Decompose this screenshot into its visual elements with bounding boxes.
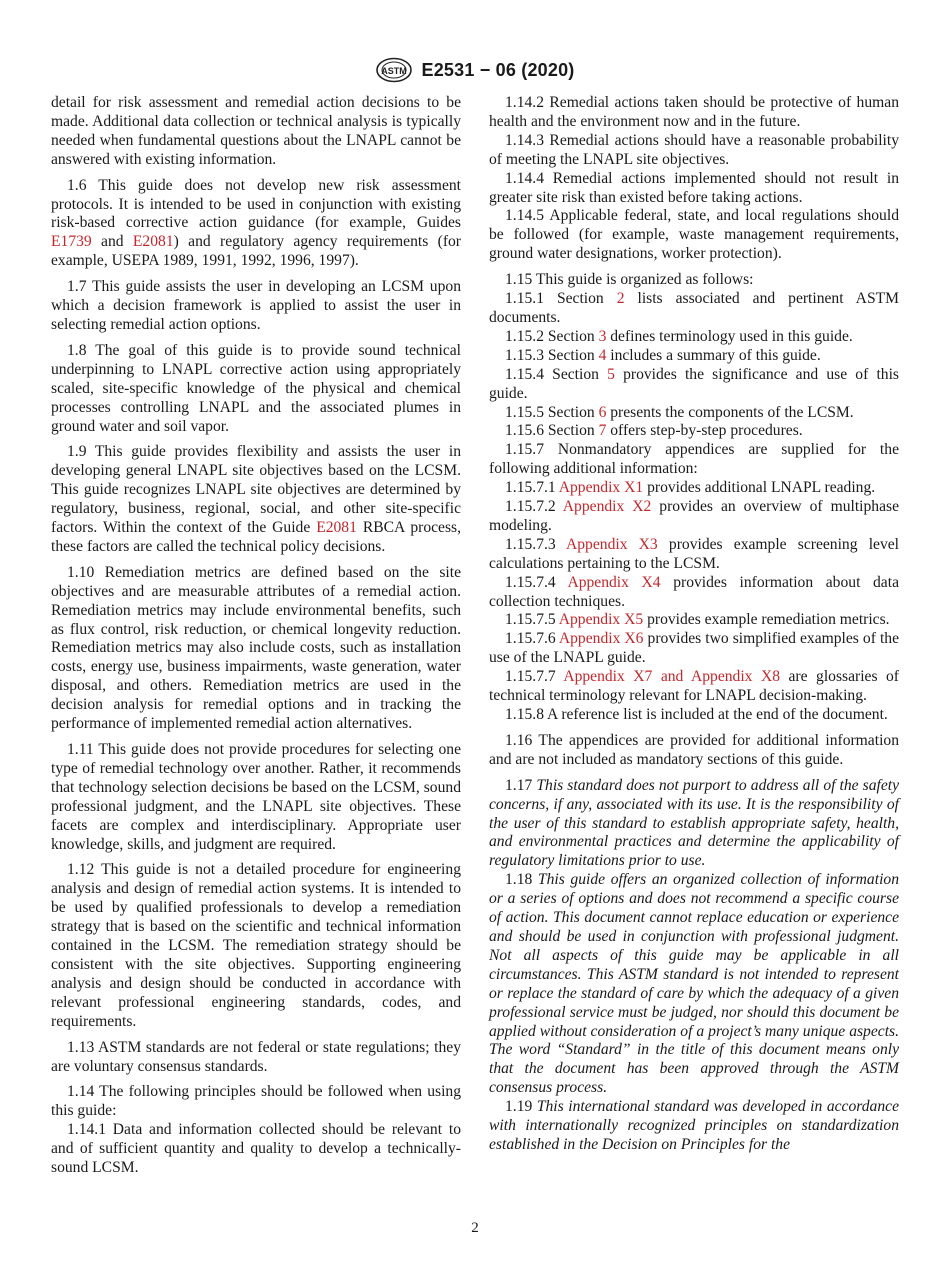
paragraph: 1.15.8 A reference list is included at the end of the document. (505, 706, 888, 723)
section-link[interactable]: 7 (598, 422, 607, 440)
appendix-link[interactable]: Appendix X6 (558, 630, 644, 648)
section-link[interactable]: 5 (607, 365, 615, 383)
appendix-link[interactable]: Appendix X5 (558, 611, 644, 629)
paragraph: 1.15.4 Section 5 provides the significance and use of this guide. (489, 365, 899, 402)
ref-link-e2081[interactable]: E2081 (316, 519, 357, 537)
paragraph: 1.7 This guide assists the user in developing an LCSM upon which a decision framework is applied to assist the user in selecting remedial action options. (51, 278, 461, 333)
right-column (489, 94, 899, 1155)
paragraph: 1.14.4 Remedial actions implemented should not result in greater site risk than existed before taking actions. (489, 169, 899, 206)
appendix-link[interactable]: Appendix X1 (558, 479, 644, 497)
paragraph: 1.19 This international standard was developed in accordance with internationally recognized principles on standardization established in the Decision on Principles for the (489, 1098, 899, 1153)
paragraph: 1.14.3 Remedial actions should have a reasonable probability of meeting the LNAPL site objectives. (489, 131, 899, 168)
paragraph: 1.14.1 Data and information collected should be relevant to and of sufficient quantity and quality to develop a technically-sound LCSM. (51, 1121, 461, 1177)
paragraph: 1.15.5 Section 6 presents the components of the LCSM. (505, 403, 854, 421)
appendix-link[interactable]: Appendix X7 and Appendix X8 (563, 668, 781, 686)
page-number: 2 (471, 1220, 479, 1236)
svg-text:ASTM: ASTM (381, 66, 408, 76)
paragraph: 1.8 The goal of this guide is to provide sound technical underpinning to LNAPL corrective action using appropriately scaled, site-specific knowledge of the physical and chemical processes controlling LNAPL and the associated plumes in ground water and soil vapor. (51, 341, 461, 435)
paragraph: 1.15.7.2 Appendix X2 provides an overview of multiphase modeling. (489, 498, 900, 534)
paragraph: detail for risk assessment and remedial action decisions to be made. Additional data collection or technical analysis is typically needed when fundamental questions about the LNAPL cannot be answered with existing information. (51, 94, 461, 168)
paragraph: 1.15.7.1 Appendix X1 provides additional LNAPL reading. (505, 479, 876, 497)
standard-designation: E2531 − 06 (2020) (421, 59, 575, 80)
paragraph: 1.15.2 Section 3 defines terminology used in this guide. (505, 327, 853, 345)
paragraph: 1.15.7.7 Appendix X7 and Appendix X8 are glossaries of technical terminology relevant for LNAPL decision-making. (489, 668, 899, 705)
appendix-link[interactable]: Appendix X4 (567, 573, 661, 591)
paragraph: 1.15.1 Section 2 lists associated and pertinent ASTM documents. (489, 290, 900, 326)
appendix-link[interactable]: Appendix X2 (562, 498, 652, 516)
paragraph: 1.14 The following principles should be followed when using this guide: (51, 1083, 461, 1120)
paragraph: 1.9 This guide provides flexibility and assists the user in developing general LNAPL site objectives based on the LCSM. This guide recognizes LNAPL site objectives are determined by regulatory, business, regional, social, and other site-specific factors. Within the context of the Guide E2081 RBCA process, these factors are called the technical policy decisions. (51, 443, 461, 555)
appendix-link[interactable]: Appendix X3 (566, 535, 658, 553)
ref-link-e1739[interactable]: E1739 (51, 233, 92, 251)
paragraph: 1.14.2 Remedial actions taken should be protective of human health and the environment now and in the future. (489, 94, 899, 130)
paragraph: 1.6 This guide does not develop new risk assessment protocols. It is intended to be used in conjunction with existing risk-based corrective action guidance (for example, Guides E1739 and E2081) and regulatory agency requirements (for example, USEPA 1989, 1991, 1992, 1996, 1997). (51, 176, 462, 270)
paragraph: 1.18 This guide offers an organized collection of information or a series of options and does not recommend a specific course of action. This document cannot replace education or experience and should be used in conjunction with professional judgment. Not all aspects of this guide may be applicable in all circumstances. This ASTM standard is not intended to represent or replace the standard of care by which the adequacy of a given professional service must be judged, nor should this document be applied without consideration of a project’s many unique aspects. The word “Standard” in the title of this document means only that the document has been approved through the ASTM consensus process. (489, 871, 899, 1097)
paragraph: 1.17 This standard does not purport to address all of the safety concerns, if any, associated with its use. It is the responsibility of the user of this standard to establish appropriate safety, health, and environmental practices and determine the applicability of regulatory limitations prior to use. (489, 776, 899, 870)
paragraph: 1.12 This guide is not a detailed procedure for engineering analysis and design of remedial action systems. It is intended to be used by qualified professionals to develop a remediation strategy that is based on the scientific and technical information contained in the LCSM. The remediation strategy should be consistent with the site objectives. Supporting engineering analysis and design should be conducted in accordance with relevant professional engineering standards, codes, and requirements. (51, 861, 461, 1030)
section-link[interactable]: 6 (598, 403, 607, 421)
paragraph: 1.15 This guide is organized as follows: (505, 271, 754, 289)
section-link[interactable]: 2 (616, 290, 625, 308)
paragraph: 1.15.7.5 Appendix X5 provides example remediation metrics. (505, 611, 890, 629)
page-header (0, 55, 950, 85)
section-link[interactable]: 3 (598, 327, 607, 345)
paragraph: 1.15.7.4 Appendix X4 provides information about data collection techniques. (489, 573, 899, 610)
paragraph: 1.10 Remediation metrics are defined based on the site objectives and are measurable attributes of a remedial action. Remediation metrics may include environmental benefits, such as flux control, risk reduction, or chemical longevity reduction. Remediation metrics may also include costs, such as installation costs, energy use, business impairments, waste generation, water disposal, and others. Remediation metrics are used in the decision analysis for remedial options and in tracking the performance of implemented remedial action alternatives. (51, 563, 461, 733)
paragraph: 1.15.7 Nonmandatory appendices are supplied for the following additional information: (489, 441, 899, 478)
paragraph: 1.15.3 Section 4 includes a summary of this guide. (505, 346, 821, 364)
left-column (51, 94, 461, 1178)
paragraph: 1.14.5 Applicable federal, state, and local regulations should be followed (for example, waste management requirements, ground water designations, worker protection). (489, 207, 899, 263)
paragraph: 1.16 The appendices are provided for additional information and are not included as mandatory sections of this guide. (489, 731, 899, 768)
astm-logo-icon (375, 57, 413, 83)
ref-link-e2081[interactable]: E2081 (132, 233, 174, 251)
section-link[interactable]: 4 (598, 346, 607, 364)
paragraph: 1.15.6 Section 7 offers step-by-step procedures. (505, 422, 803, 440)
paragraph: 1.13 ASTM standards are not federal or state regulations; they are voluntary consensus standards. (51, 1038, 461, 1075)
paragraph: 1.15.7.3 Appendix X3 provides example screening level calculations pertaining to the LCSM. (489, 535, 899, 572)
paragraph: 1.11 This guide does not provide procedures for selecting one type of remedial technology over another. Rather, it recommends that technology selection decisions be based on the LCSM, sound professional judgment, and the LNAPL site objectives. These facets are complex and interdisciplinary. Appropriate user knowledge, skills, and judgment are required. (51, 741, 461, 853)
paragraph: 1.15.7.6 Appendix X6 provides two simplified examples of the use of the LNAPL guide. (489, 630, 899, 667)
